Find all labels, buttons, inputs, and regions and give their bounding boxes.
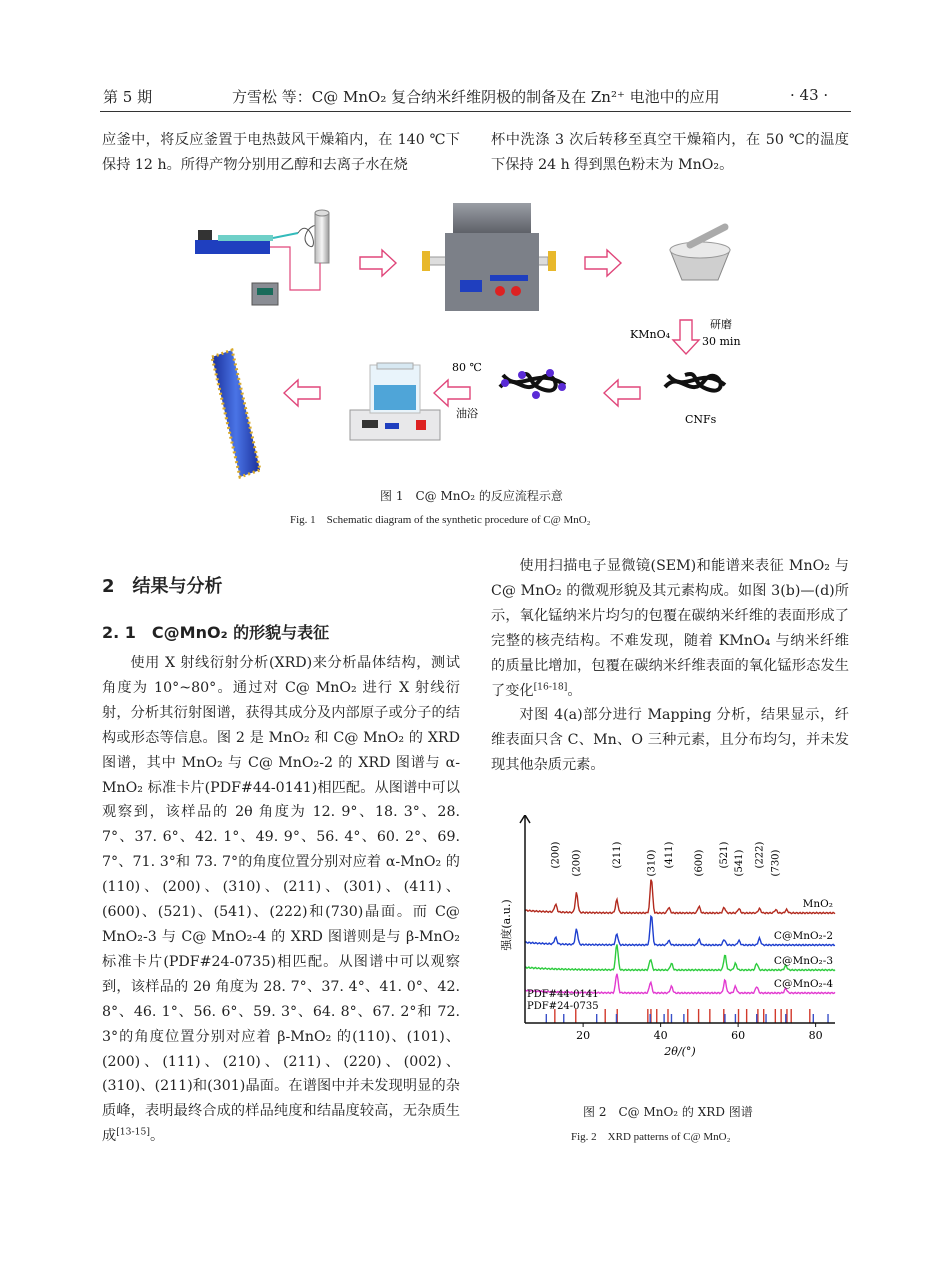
cnfs-kmno4-icon: [500, 369, 566, 399]
ref-card-label-24-0735: PDF#24-0735: [527, 1001, 599, 1012]
mortar-icon: [670, 227, 730, 280]
xrd-chart: [495, 815, 845, 1090]
hkl-label: (411): [663, 841, 675, 869]
series-label: C@MnO₂-2: [773, 930, 833, 942]
issue-number: 第 5 期: [103, 88, 153, 106]
label-time: 30 min: [702, 335, 741, 348]
right-column-body: [491, 554, 849, 778]
product-fiber-icon: [212, 350, 260, 477]
x-axis-label: 2θ/(°): [664, 1045, 696, 1058]
fig1-caption-cn: 图 1 C@ MnO₂ 的反应流程示意: [380, 489, 563, 503]
fig2-caption-en: Fig. 2 XRD patterns of C@ MnO₂: [571, 1131, 731, 1143]
hkl-label: (222): [754, 841, 766, 869]
x-tick-label: 60: [731, 1029, 746, 1042]
intro-right-text: 杯中洗涤 3 次后转移至真空干燥箱内，在 50 ℃的温度下保持 24 h 得到黑色粉末为 MnO₂。: [491, 132, 849, 173]
hkl-label: (200): [571, 849, 583, 877]
x-tick-label: 20: [576, 1029, 591, 1042]
hkl-label: (521): [719, 841, 731, 869]
citation-16-18: [16-18]: [533, 680, 568, 692]
intro-left-text: 应釜中，将反应釜置于电热鼓风干燥箱内，在 140 ℃下保持 12 h。所得产物分别用乙醇和去离子水在烧: [102, 132, 460, 173]
fig2-caption-cn: 图 2 C@ MnO₂ 的 XRD 图谱: [583, 1105, 753, 1119]
label-temp: 80 ℃: [452, 361, 482, 374]
page-number: · 43 ·: [790, 86, 829, 104]
left-paragraph-1-end: 。: [149, 1128, 165, 1145]
label-grind: 研磨: [710, 318, 732, 331]
electrospinning-icon: [195, 210, 329, 305]
oil-bath-icon: [350, 363, 440, 440]
citation-13-15: [13-15]: [116, 1126, 150, 1138]
left-paragraph-1: 使用 X 射线衍射分析(XRD)来分析晶体结构，测试角度为 10°~80°。通过对 C@ MnO₂ 进行 X 射线衍射，分析其衍射图谱，获得其成分及内部原子或分子的结构或形态等信息。图 2 是 MnO₂ 和 C@ MnO₂ 的 XRD 图谱，其中 MnO₂ 与 C@ MnO₂-2 的 XRD 图谱与 α-MnO₂ 标准卡片(PDF#44-0141)相匹配。从图谱中可以观察到，该样品的 2θ 角度为 12. 9°、18. 3°、28. 7°、37. 6°、42. 1°、49. 9°、56. 4°、60. 2°、69. 7°、71. 3°和 73. 7°的角度位置分别对应着 α-MnO₂ 的(110)、(200)、(310)、(211)、(301)、(411)、(600)、(521)、(541)、(222)和(730)晶面。而 C@ MnO₂-3 与 C@ MnO₂-4 的 XRD 图谱则是与 β-MnO₂ 标准卡片(PDF#24-0735)相匹配。从图谱中可以观察到，该样品的 2θ 角度为 28. 7°、37. 4°、41. 0°、42. 8°、46. 1°、56. 6°、59. 3°、64. 8°、67. 2°和 72. 3°的角度位置分别对应着 β-MnO₂ 的(110)、(101)、(200)、(111)、(210)、(211)、(220)、(002)、(310)、(211)和(301)晶面。在谱图中并未发现明显的杂质峰，表明最终合成的样品纯度和结晶度较高，无杂质生成: [102, 655, 460, 1145]
arrow-icon: [585, 250, 621, 276]
header-rule: [100, 111, 851, 112]
hkl-label: (211): [611, 841, 623, 869]
tube-furnace-icon: [422, 203, 556, 311]
label-cnfs: CNFs: [685, 413, 717, 426]
arrow-down-icon: [673, 320, 699, 354]
fig1-caption-en: Fig. 1 Schematic diagram of the synthetic procedure of C@ MnO₂: [290, 514, 591, 526]
running-title: 方雪松 等：C@ MnO₂ 复合纳米纤维阴极的制备及在 Zn²⁺ 电池中的应用: [232, 88, 720, 106]
label-bath: 油浴: [456, 407, 478, 420]
label-kmno4: KMnO₄: [630, 328, 670, 341]
section-title: 2 结果与分析: [102, 576, 223, 597]
series-line-3: [525, 880, 835, 914]
arrow-icon: [360, 250, 396, 276]
series-label: C@MnO₂-4: [773, 978, 833, 990]
arrow-left-icon: [604, 380, 640, 406]
hkl-label: (600): [693, 849, 705, 877]
right-paragraph-1: 使用扫描电子显微镜(SEM)和能谱来表征 MnO₂ 与 C@ MnO₂ 的微观形貌及其元素构成。如图 3(b)—(d)所示，氧化锰纳米片均匀的包覆在碳纳米纤维的表面形成了完整的核壳结构。不难发现，随着 KMnO₄ 与纳米纤维的质量比增加，包覆在碳纳米纤维表面的氧化锰形态发生了变化: [491, 558, 849, 699]
ref-card-label-44-0141: PDF#44-0141: [527, 989, 599, 1000]
hkl-label: (310): [646, 849, 658, 877]
arrow-left-icon: [434, 380, 470, 406]
arrow-left-icon: [284, 380, 320, 406]
x-tick-label: 80: [808, 1029, 823, 1042]
right-paragraph-1-end: 。: [567, 682, 582, 699]
hkl-label: (730): [770, 849, 782, 877]
right-paragraph-2: 对图 4(a)部分进行 Mapping 分析，结果显示，纤维表面只含 C、Mn、O 三种元素，且分布均匀，并未发现其他杂质元素。: [491, 707, 849, 774]
hkl-label: (541): [733, 849, 745, 877]
series-label: C@MnO₂-3: [773, 955, 833, 967]
x-tick-label: 40: [653, 1029, 668, 1042]
cnfs-icon: [665, 374, 725, 391]
subsection-title: 2. 1 C@MnO₂ 的形貌与表征: [102, 623, 330, 642]
hkl-label: (200): [550, 841, 562, 869]
y-axis-label: 强度(a.u.): [500, 899, 513, 951]
left-column-body: [102, 651, 460, 1149]
series-label: MnO₂: [802, 898, 833, 910]
fig1-schematic: [170, 195, 790, 480]
